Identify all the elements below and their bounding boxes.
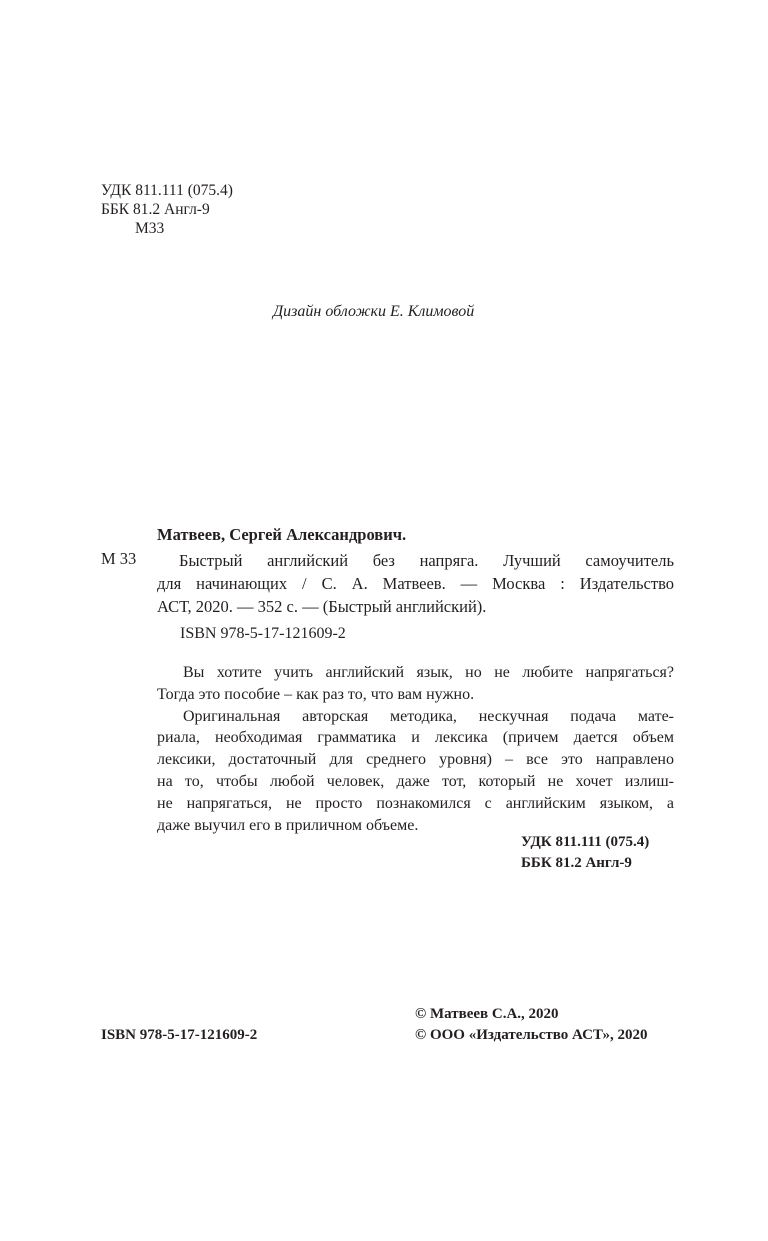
udk-code: УДК 811.111 (075.4): [101, 182, 233, 199]
author-mark: М33: [135, 220, 165, 237]
copyright-block: [415, 1004, 648, 1046]
annotation-line: Тогда это пособие – как раз то, что вам нужно.: [157, 685, 475, 703]
cover-design-credit: Дизайн обложки Е. Климовой: [273, 303, 475, 320]
bbk-code: ББК 81.2 Англ-9: [521, 855, 632, 871]
annotation-line: даже выучил его в приличном объеме.: [157, 816, 419, 834]
description-line: Быстрый английский без напряга. Лучший самоучитель: [179, 551, 674, 570]
copyright-author: © Матвеев С.А., 2020: [415, 1006, 559, 1022]
classification-codes-header: [101, 181, 233, 238]
annotation-line: риала, необходимая грамматика и лексика (причем дается объем: [157, 729, 674, 747]
annotation-line: Оригинальная авторская методика, нескучная подача мате-: [183, 707, 674, 725]
description-line: для начинающих / С. А. Матвеев. — Москва : Издательство: [157, 574, 674, 593]
bbk-code: ББК 81.2 Англ-9: [101, 201, 210, 218]
copyright-publisher: © ООО «Издательство АСТ», 2020: [415, 1027, 648, 1043]
udk-code: УДК 811.111 (075.4): [521, 834, 650, 850]
annotation-line: Вы хотите учить английский язык, но не любите напрягаться?: [183, 664, 674, 681]
isbn-record: ISBN 978-5-17-121609-2: [180, 625, 346, 642]
author-mark-left: М 33: [101, 549, 137, 568]
classification-codes-footer: [521, 832, 649, 874]
bibliographic-description: [157, 549, 674, 618]
annotation-line: лексики, достаточный для среднего уровня) – все это направлено: [157, 751, 674, 769]
description-line: АСТ, 2020. — 352 с. — (Быстрый английский).: [157, 597, 487, 616]
annotation-line: на то, чтобы любой человек, даже тот, который не хочет излиш-: [157, 772, 674, 790]
author-heading: Матвеев, Сергей Александрович.: [157, 525, 407, 544]
annotation: [157, 662, 674, 836]
isbn-imprint: ISBN 978-5-17-121609-2: [101, 1027, 258, 1043]
annotation-line: не напрягаться, не просто познакомился с английским языком, а: [157, 794, 674, 812]
